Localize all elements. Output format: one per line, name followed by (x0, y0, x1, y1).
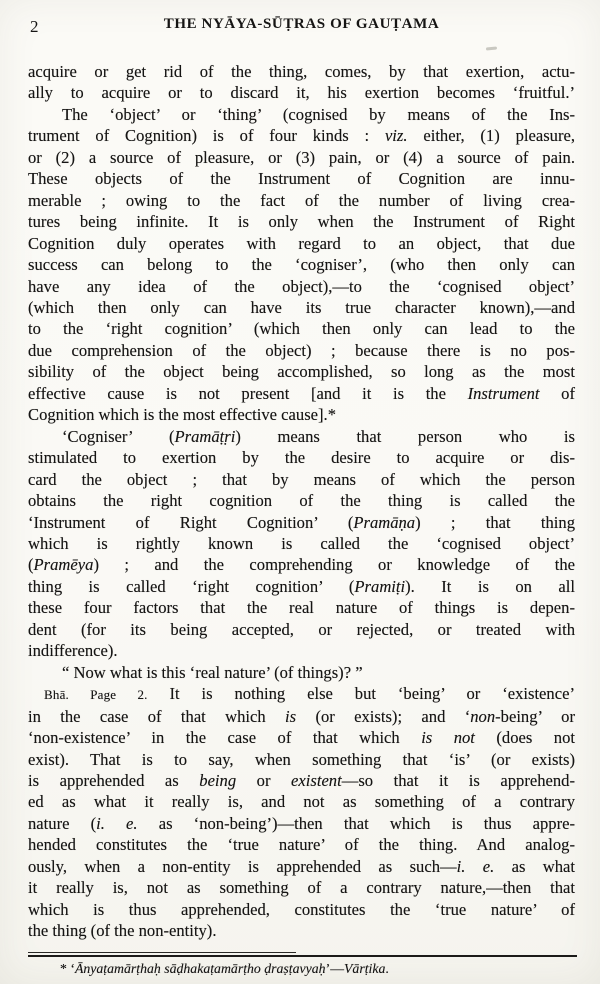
text-run: these four factors that the real nature of things is depen- (28, 598, 575, 618)
text-run: ‘non-existence’ in the case of that which (28, 728, 422, 748)
text-run: trument of Cognition) is of four kinds : (28, 126, 385, 146)
text-run: thing is called ‘right cognition’ ( (28, 576, 355, 596)
text-line (28, 683, 575, 705)
text-run: ally to acquire or to discard it, his exertion becomes ‘fruitful.’ (28, 83, 575, 103)
text-line (28, 383, 575, 404)
bhashya-page-label: Bhā. Page 2. (44, 687, 148, 703)
text-run: . (385, 961, 389, 976)
text-line (28, 125, 575, 146)
italic-text-run: Pramēya (33, 555, 94, 575)
text-run: Cognition which is the most effective cause].* (28, 405, 336, 425)
text-run: These objects of the Instrument of Cognition are innu- (28, 169, 575, 189)
text-run: ‘Cogniser’ ( (62, 426, 175, 446)
text-line (28, 426, 575, 447)
text-run: acquire or get rid of the thing, comes, by that exertion, actu- (28, 62, 575, 81)
page-header (28, 16, 575, 38)
italic-text-run: being (199, 770, 237, 790)
text-run: ). It is on all (405, 576, 576, 596)
text-line (28, 190, 575, 211)
text-block (28, 61, 575, 942)
text-line (28, 61, 575, 82)
text-run: card the object ; that by means of which the person (28, 469, 575, 489)
footnote (28, 960, 575, 978)
text-line (28, 706, 575, 727)
text-line (28, 276, 575, 297)
text-run: merable ; owing to the fact of the number of living crea- (28, 190, 575, 210)
paragraph (28, 662, 575, 683)
text-line (28, 490, 575, 511)
text-run: ‘Instrument of Right Cognition’ ( (28, 512, 354, 532)
text-run: or (236, 770, 292, 790)
text-line (28, 318, 575, 339)
text-line (28, 297, 575, 318)
text-line (28, 104, 575, 125)
text-line (28, 512, 575, 533)
text-run: ’— (325, 961, 344, 976)
text-line (28, 834, 575, 855)
text-run: * ‘ (60, 961, 75, 976)
text-run: stimulated to exertion by the desire to acquire or dis- (28, 448, 575, 468)
text-run: ously, when a non-entity is apprehended as such— (28, 856, 457, 876)
italic-text-run: Ānyaṭamārṭhaḥ sāḍhakaṭamārṭho ḍraṣṭavyaḥ (74, 961, 326, 976)
italic-text-run: is (285, 706, 297, 726)
italic-text-run: i. e. (456, 856, 495, 876)
text-run: Cognition duly operates with regard to an object, that due (28, 233, 575, 253)
text-run: hended constitutes the ‘true nature’ of the thing. And analog- (28, 835, 575, 855)
italic-text-run: viz. (384, 126, 408, 146)
text-run: exist). That is to say, when something that ‘is’ (or exists) (28, 749, 575, 769)
text-run: ) ; that thing (415, 512, 575, 532)
paragraph (28, 683, 575, 941)
italic-text-run: Pramāṇa (353, 512, 416, 532)
text-run: the thing (of the non-entity). (28, 921, 217, 941)
text-line (28, 361, 575, 382)
text-run: “ Now what is this ‘real nature’ (of things)? ” (62, 662, 363, 682)
text-line (28, 447, 575, 468)
text-run: is apprehended as (28, 770, 200, 790)
footnote-rule (28, 955, 577, 957)
text-line (28, 920, 575, 941)
text-run: dent (for its being accepted, or rejected, or treated with (28, 619, 575, 639)
text-line (28, 533, 575, 554)
text-line (28, 791, 575, 812)
text-line (28, 404, 575, 425)
text-line (28, 469, 575, 490)
text-run: It is nothing else but ‘being’ or ‘existence’ (147, 684, 575, 704)
text-run: effective cause is not present [and it is the (28, 383, 468, 403)
text-run: have any idea of the object),—to the ‘cognised object’ (28, 276, 575, 296)
text-line (28, 233, 575, 254)
scan-smudge (486, 46, 497, 50)
text-run: in the case of that which (28, 706, 286, 726)
text-run: which is rightly known is called the ‘cognised object’ (28, 533, 575, 553)
text-run: (which then only can have its true character known),—and (28, 297, 575, 317)
italic-text-run: Pramāṭṛi (174, 426, 236, 446)
running-title: THE NYĀYA-SŪṬRAS OF GAUṬAMA (163, 16, 440, 32)
text-line (28, 147, 575, 168)
text-run: it really is, not as something of a contrary nature,—then that (28, 878, 575, 898)
text-line (28, 899, 575, 920)
text-line (28, 82, 575, 103)
text-run: of (539, 383, 575, 403)
italic-text-run: is not (421, 728, 475, 748)
text-run: (or exists); and ‘ (296, 706, 471, 726)
text-run: —so that it is apprehend- (341, 770, 575, 790)
text-run: or (2) a source of pleasure, or (3) pain, or (4) a source of pain. (28, 147, 575, 167)
text-run: ) means that person who is (235, 426, 575, 446)
text-run: indifference). (28, 641, 118, 661)
text-run: ed as what it really is, and not as something of a contrary (28, 792, 575, 812)
text-line (28, 749, 575, 770)
paragraph (28, 104, 575, 426)
text-run: as ‘non-being’)—then that which is thus appre- (137, 813, 575, 833)
text-line (28, 168, 575, 189)
text-line (28, 770, 575, 791)
text-run: tures being infinite. It is only when the Instrument of Right (28, 212, 575, 232)
text-line (28, 340, 575, 361)
paragraph (28, 426, 575, 662)
text-run: -being’ or (495, 706, 575, 726)
italic-text-run: i. e. (96, 813, 138, 833)
text-run: ) ; and the comprehending or knowledge of the (93, 555, 575, 575)
text-line (28, 576, 575, 597)
text-run: as what (494, 856, 575, 876)
text-line (28, 619, 575, 640)
italic-text-run: Vārṭika (344, 961, 386, 976)
text-run: obtains the right cognition of the thing is called the (28, 491, 575, 511)
paragraph (28, 61, 575, 104)
text-line (28, 662, 575, 683)
text-line (28, 597, 575, 618)
text-run: ( (28, 555, 34, 575)
text-run: due comprehension of the object) ; because there is no pos- (28, 340, 575, 360)
italic-text-run: non (470, 706, 496, 726)
text-run: to the ‘right cognition’ (which then only can lead to the (28, 319, 575, 339)
footnote-rule-double (28, 952, 296, 953)
text-run: nature ( (28, 813, 97, 833)
page-number: 2 (30, 17, 39, 36)
text-line (28, 254, 575, 275)
text-line (28, 727, 575, 748)
text-line (28, 640, 575, 661)
text-run: which is thus apprehended, constitutes the ‘true nature’ of (28, 899, 575, 919)
text-run: either, (1) pleasure, (407, 126, 575, 146)
text-run: sibility of the object being accomplished, so long as the most (28, 362, 575, 382)
text-run: The ‘object’ or ‘thing’ (cognised by means of the Ins- (62, 104, 575, 124)
italic-text-run: existent (291, 770, 342, 790)
italic-text-run: Pramiṭi (354, 576, 406, 596)
text-line (28, 554, 575, 575)
text-line (28, 877, 575, 898)
text-run: success can belong to the ‘cogniser’, (who then only can (28, 255, 575, 275)
text-line (28, 211, 575, 232)
text-run: (does not (474, 728, 575, 748)
text-line (28, 813, 575, 834)
text-line (28, 856, 575, 877)
italic-text-run: Instrument (467, 383, 540, 403)
